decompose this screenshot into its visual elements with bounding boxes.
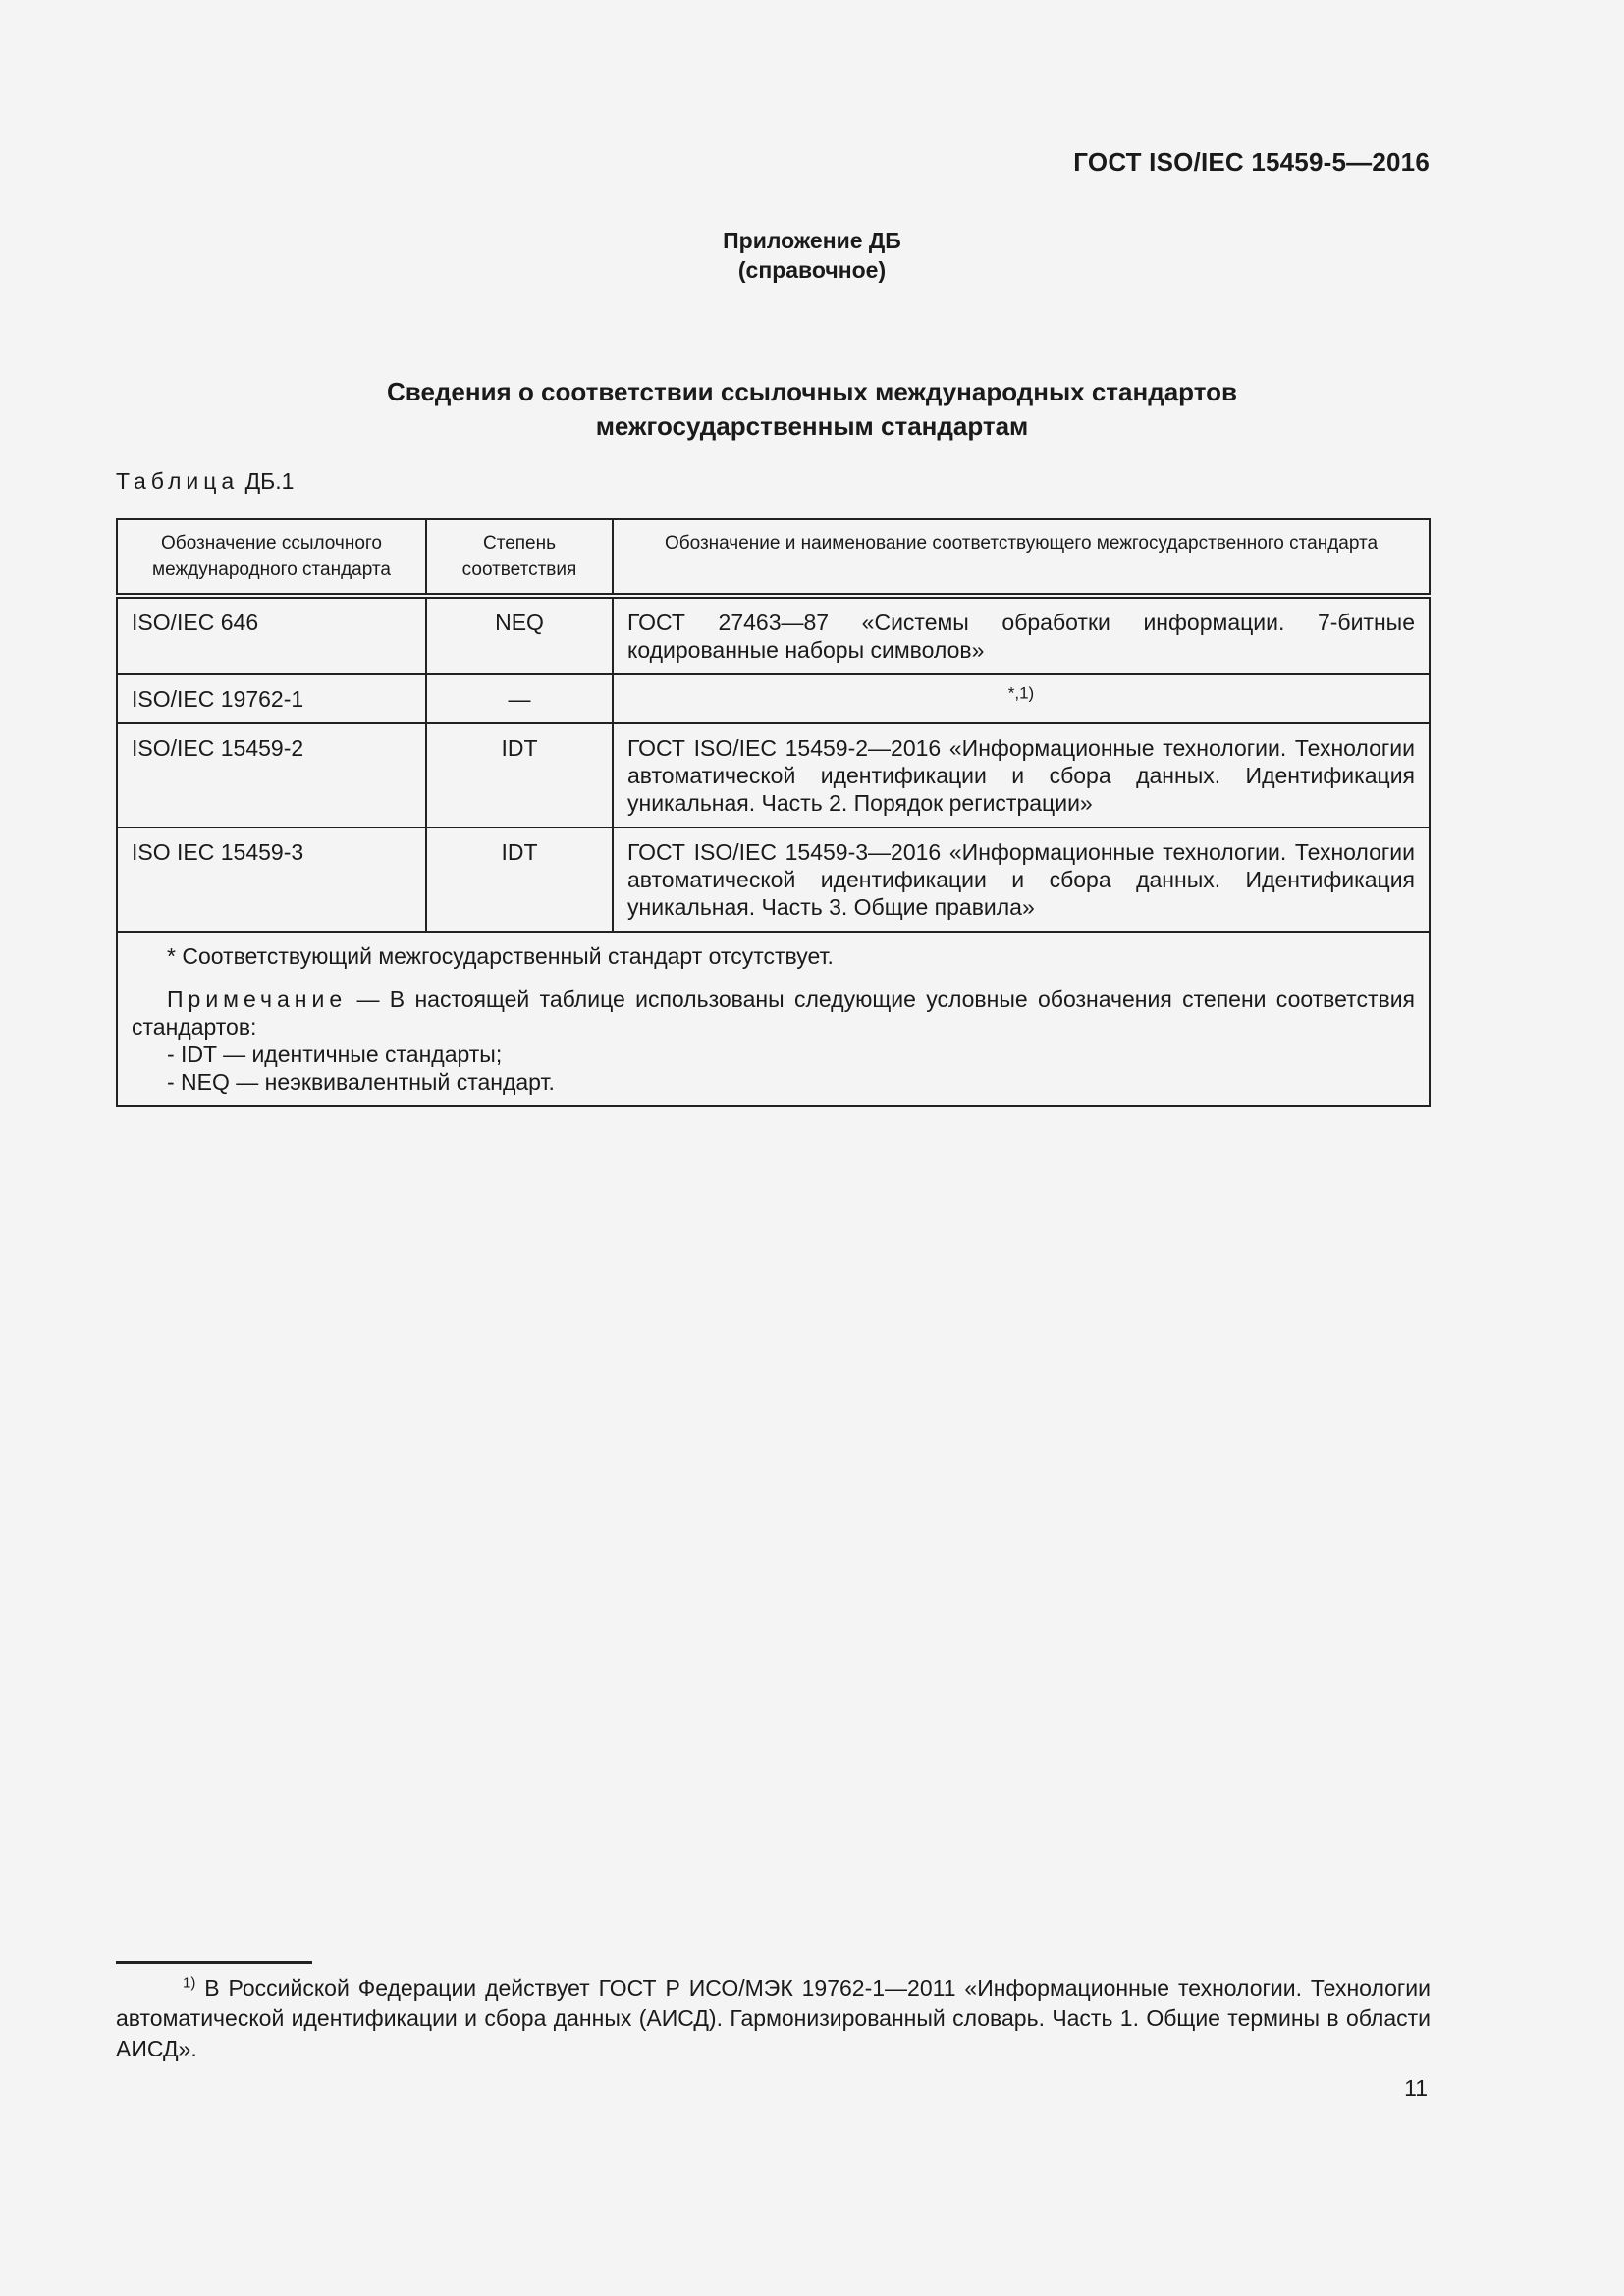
cell-intl: ISO/IEC 15459-2	[117, 723, 426, 828]
cell-intl: ISO/IEC 19762-1	[117, 674, 426, 723]
header-national-standard: Обозначение и наименование соответствующего межгосударственного стандарта	[613, 519, 1430, 596]
note-label: Примечание	[167, 987, 348, 1012]
table-note	[132, 986, 1415, 1041]
note-text: — В настоящей таблице использованы следующие условные обозначения степени соответствия стандартов:	[132, 987, 1416, 1040]
cell-national: ГОСТ ISO/IEC 15459-3—2016 «Информационные технологии. Технологии автоматической идентификации и сбора данных. Идентификация уникальная. Часть 3. Общие правила»	[613, 828, 1430, 932]
footnote-text: В Российской Федерации действует ГОСТ Р ИСО/МЭК 19762-1—2011 «Информационные технологии. Технологии автоматической идентификации и сбора данных (АИСД). Гармонизированный словарь. Часть 1. Общие термины в области АИСД».	[116, 1975, 1432, 2061]
appendix-heading	[0, 226, 1624, 285]
cell-degree: —	[426, 674, 613, 723]
table-row	[117, 596, 1430, 674]
table-row	[117, 828, 1430, 932]
cell-degree: NEQ	[426, 596, 613, 674]
note-list	[132, 1041, 1415, 1095]
page-number: 11	[1404, 2075, 1428, 2101]
table-label-number: ДБ.1	[244, 468, 295, 494]
table-notes	[117, 932, 1430, 1106]
footnote-ref: *,1)	[1007, 683, 1035, 703]
cell-degree: IDT	[426, 723, 613, 828]
cell-national: ГОСТ ISO/IEC 15459-2—2016 «Информационные технологии. Технологии автоматической идентификации и сбора данных. Идентификация уникальная. Часть 2. Порядок регистрации»	[613, 723, 1430, 828]
table-notes-row	[117, 932, 1430, 1106]
section-title-line2: межгосударственным стандартам	[595, 411, 1029, 441]
table-label	[116, 468, 294, 495]
header-degree: Степень соответствия	[426, 519, 613, 596]
cell-degree: IDT	[426, 828, 613, 932]
list-item: - NEQ — неэквивалентный стандарт.	[167, 1069, 555, 1095]
table-label-prefix: Таблица	[116, 468, 240, 494]
star-footnote: * Соответствующий межгосударственный стандарт отсутствует.	[167, 943, 834, 969]
section-title	[0, 375, 1624, 444]
table-row	[117, 674, 1430, 723]
page-footnote	[116, 1973, 1431, 2064]
appendix-title: Приложение ДБ	[723, 228, 901, 253]
table-header-row	[117, 519, 1430, 596]
cell-national	[613, 674, 1430, 723]
cell-intl: ISO IEC 15459-3	[117, 828, 426, 932]
footnote-marker: 1)	[183, 1974, 196, 1992]
document-code: ГОСТ ISO/IEC 15459-5—2016	[1073, 147, 1430, 177]
header-intl-standard: Обозначение ссылочного международного стандарта	[117, 519, 426, 596]
standards-table	[116, 518, 1431, 1107]
footnote-paragraph	[116, 1973, 1431, 2064]
cell-intl: ISO/IEC 646	[117, 596, 426, 674]
cell-national: ГОСТ 27463—87 «Системы обработки информации. 7-битные кодированные наборы символов»	[613, 596, 1430, 674]
section-title-line1: Сведения о соответствии ссылочных международных стандартов	[387, 377, 1237, 406]
footnote-divider	[116, 1961, 312, 1964]
appendix-subtitle: (справочное)	[737, 257, 887, 283]
table-row	[117, 723, 1430, 828]
list-item: - IDT — идентичные стандарты;	[167, 1041, 503, 1067]
